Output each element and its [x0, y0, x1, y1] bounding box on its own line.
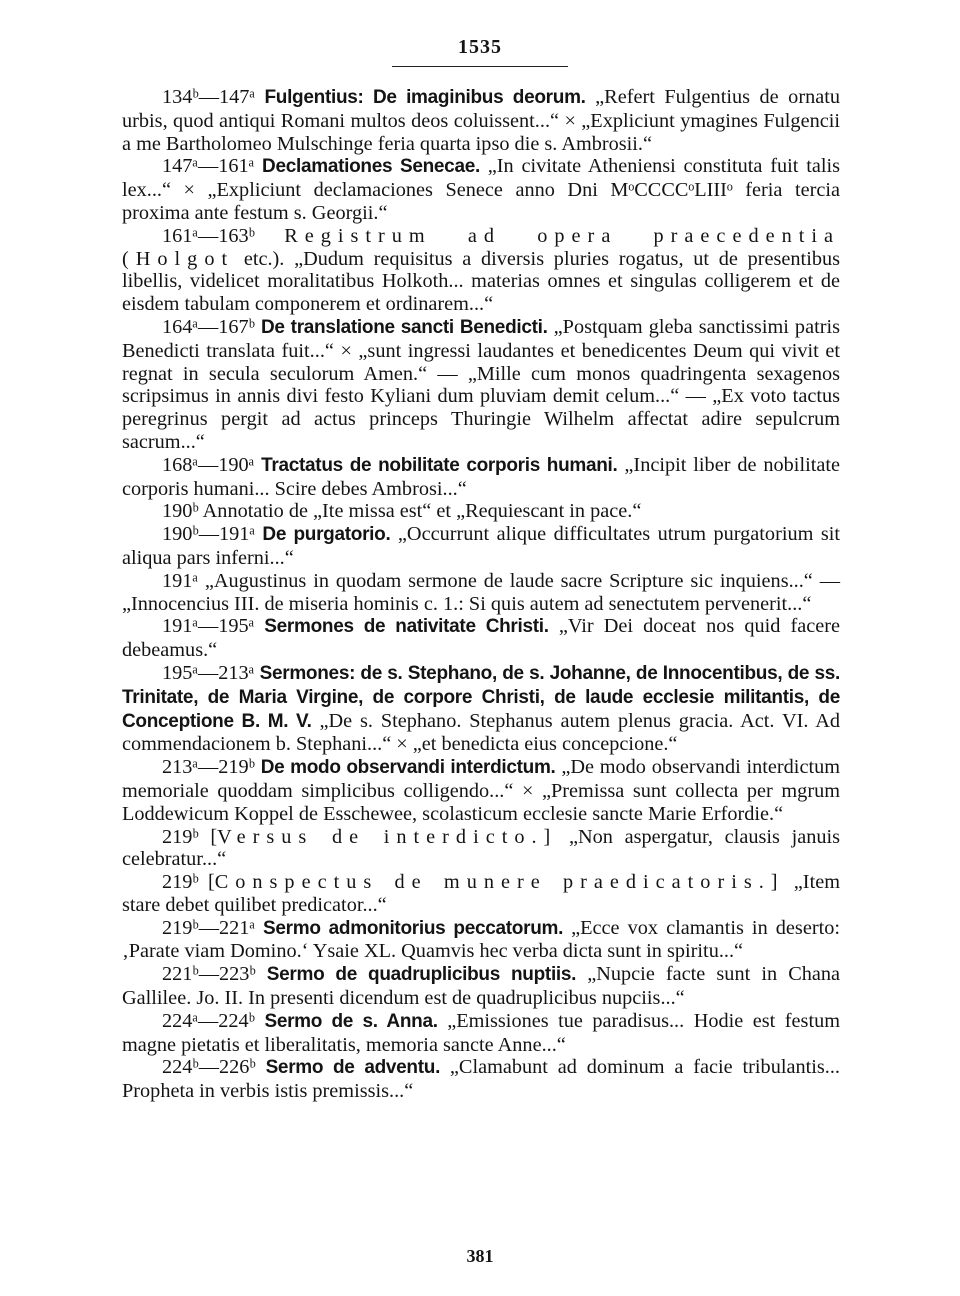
catalogue-entry — [122, 570, 840, 616]
catalogue-entry — [122, 662, 840, 756]
catalogue-entry — [122, 1056, 840, 1103]
entry-text: „Non aspergatur, clausis januis celebratur...“ — [122, 825, 841, 871]
entry-spaced-title: Versus de interdicto.] — [217, 825, 558, 848]
entry-title: Declamationes Senecae. — [262, 156, 480, 178]
entry-title: Sermo de s. Anna. — [264, 1010, 438, 1032]
folio-ref: 219ᵇ — [162, 825, 199, 848]
catalogue-entry — [122, 155, 840, 224]
catalogue-entry — [122, 917, 840, 964]
entry-title: Fulgentius: De imaginibus deorum. — [264, 87, 586, 108]
entry-text: „Incipit liber de nobilitate corporis humani... Scire debes Ambrosi...“ — [122, 453, 840, 500]
entry-text: „Emissiones tue paradisus... Hodie est festum magne pietatis et liberalitatis, memoria sancte Anne...“ — [122, 1009, 840, 1056]
folio-ref: 224ᵇ—226ᵇ — [162, 1056, 256, 1079]
entry-title: De translatione sancti Benedicti. — [261, 316, 548, 338]
folio-ref: 224ᵃ—224ᵇ — [162, 1009, 255, 1032]
catalogue-entries — [122, 86, 840, 1103]
catalogue-entry — [122, 523, 840, 570]
folio-ref: 161ᵃ—163ᵇ — [162, 224, 255, 247]
header-rule — [392, 66, 568, 67]
folio-ref: 190ᵇ—191ᵃ — [162, 523, 255, 546]
catalogue-entry — [122, 615, 840, 662]
catalogue-entry — [122, 86, 840, 155]
entry-title: De purgatorio. — [262, 524, 391, 546]
entry-text: „In civitate Atheniensi constituta fuit talis lex...“ × „Expliciunt declamaciones Senece anno Dni MᵒCCCCᵒLIIIᵒ feria tercia proxima ante festum s. Georgii.“ — [122, 155, 840, 224]
folio-ref: 134ᵇ—147ᵃ — [162, 86, 255, 108]
entry-text: „Vir Dei doceat nos quid facere debeamus.“ — [122, 615, 840, 662]
entry-text: „Nupcie facte sunt in Chana Gallilee. Jo. II. In presenti dicendum est de quadruplicibus nupciis...“ — [122, 963, 841, 1010]
entry-title: Sermo de quadruplicibus nuptiis. — [266, 964, 577, 986]
entry-text: „De modo observandi interdictum memoriale quoddam simplicibus colligendo...“ × „Premissa sunt collecta per mgrum Loddewicum Koppel de Esschewee, scolasticum ecclesie sancte Marie Erfordie.“ — [122, 756, 840, 825]
entry-text: „Item stare debet quilibet predicator...“ — [122, 871, 840, 916]
entry-title: Tractatus de nobilitate corporis humani. — [261, 454, 618, 476]
entry-text: „Clamabunt ad dominum a facie tribulantis... Propheta in verbis istis premissis...“ — [122, 1056, 840, 1103]
folio-ref: 219ᵇ — [162, 871, 199, 894]
entry-text: „Refert Fulgentius de ornatu urbis, quod antiqui Romani multos deos coluissent...“ × „Expliciunt ymagines Fulgencii a me Bartholomeo Mulschinge feria quarta ipso die s. Ambrosii.“ — [122, 86, 840, 155]
folio-ref: 147ᵃ—161ᵃ — [162, 155, 255, 178]
folio-ref: 164ᵃ—167ᵇ — [162, 315, 255, 338]
entry-text: „Postquam gleba sanctissimi patris Benedicti translata fuit...“ × „sunt ingressi laudantes et benedicentes Deum qui vivit et regnat in secula seculorum Amen.“ — „Mille cum monos quadringenta sexagenos scripsimus in annis divi festo Kyliani dum pluviam demit celum...“ — „Ex voto tactus peregrinus pergit ad actus princeps Thuringie Wilhelm affectat adire sepulcrum sacrum...“ — [122, 315, 840, 453]
folio-ref: 191ᵃ—195ᵃ — [162, 615, 255, 638]
entry-text: „Augustinus in quodam sermone de laude sacre Scripture sic inquiens...“ — „Innocencius III. de miseria hominis c. 1.: Si quis autem ad senectutem pervenerit...“ — [122, 569, 840, 615]
entry-title: De modo observandi interdictum. — [260, 757, 556, 779]
folio-ref: 191ᵃ — [162, 569, 198, 592]
folio-ref: 213ᵃ—219ᵇ — [162, 756, 255, 779]
folio-ref: 168ᵃ—190ᵃ — [162, 453, 255, 476]
catalogue-entry — [122, 316, 840, 454]
bracket-open: [ — [207, 871, 215, 894]
catalogue-entry — [122, 963, 840, 1010]
catalogue-entry — [122, 500, 840, 523]
folio-ref: 190ᵇ — [162, 500, 199, 523]
entry-text: „Ecce vox clamantis in deserto: ‚Parate viam Domino.‘ Ysaie XL. Quamvis hec verba dicta sunt in spiritu...“ — [122, 916, 840, 963]
entry-title: Sermo admonitorius peccatorum. — [263, 917, 564, 939]
folio-ref: 195ᵃ—213ᵃ — [162, 661, 255, 684]
catalogue-entry — [122, 454, 840, 501]
page-footer-number: 381 — [466, 1246, 494, 1266]
folio-ref: 221ᵇ—223ᵇ — [162, 963, 256, 986]
page-header-number: 1535 — [458, 36, 502, 58]
bracket-open: [ — [210, 825, 218, 848]
catalogue-entry — [122, 225, 840, 316]
entry-spaced-title: Conspectus de munere praedicatoris.] — [214, 871, 785, 894]
catalogue-entry — [122, 826, 840, 872]
catalogue-entry — [122, 1010, 840, 1057]
entry-spaced-title: Registrum ad opera praecedentia (Holgot — [122, 224, 840, 270]
entry-text: Annotatio de „Ite missa est“ et „Requiescant in pace.“ — [198, 500, 642, 523]
entry-title: Sermones: de s. Stephano, de s. Johanne, de Innocentibus, de ss. Trinitate, de Maria Virgine, de corpore Christi, de laude ecclesie militantis, de Conceptione B. M. V. — [122, 662, 841, 732]
entry-title: Sermo de adventu. — [265, 1057, 441, 1079]
entry-text: etc.). „Dudum requisitus a diversis pluries rogatus, ut de presentibus libellis, videlicet moralitatibus Holkoth... materias omnes et singulas colligerem et de eisdem tabulam componerem et ordinarem...“ — [122, 247, 840, 316]
folio-ref: 219ᵇ—221ᵃ — [162, 916, 255, 939]
entry-text: „Occurrunt alique difficultates utrum purgatorium sit aliqua pars inferni...“ — [122, 523, 840, 569]
entry-title: Sermones de nativitate Christi. — [264, 616, 549, 638]
catalogue-entry — [122, 871, 840, 917]
catalogue-entry — [122, 756, 840, 825]
entry-text: „De s. Stephano. Stephanus autem plenus gracia. Act. VI. Ad commendacionem b. Stephani...“ × „et benedicta eius concepcione.“ — [122, 709, 840, 756]
